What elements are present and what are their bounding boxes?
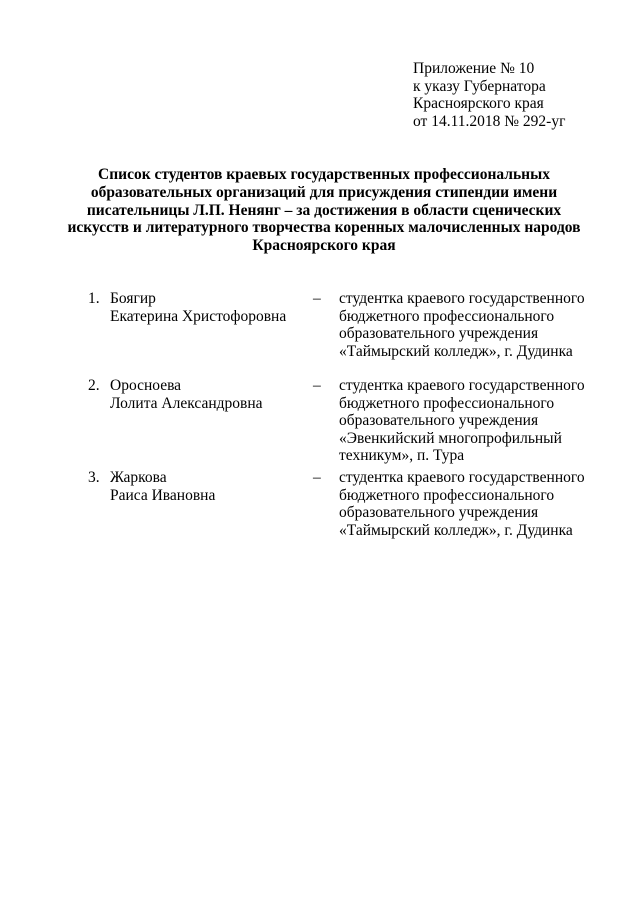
student-description: [339, 290, 585, 360]
description-line: техникум», п. Тура: [339, 447, 465, 465]
title-line: Список студентов краевых государственных профессиональных: [98, 166, 550, 183]
appendix-date: от 14.11.2018 № 292-уг: [413, 112, 566, 130]
entry-number: 3.: [88, 469, 100, 486]
appendix-header: [413, 60, 565, 130]
description-line: бюджетного профессионального: [339, 394, 555, 412]
student-surname: Оросноева: [110, 377, 182, 394]
description-line: образовательного учреждения: [339, 325, 539, 343]
title-line: образовательных организаций для присуждения стипендии имени: [90, 183, 558, 201]
student-given-names: Екатерина Христофоровна: [110, 307, 287, 325]
description-line: образовательного учреждения: [339, 412, 539, 430]
student-description: [339, 377, 585, 465]
description-line: «Таймырский колледж», г. Дудинка: [339, 342, 573, 360]
description-line: студентка краевого государственного: [339, 377, 585, 394]
entry-dash: –: [313, 469, 321, 486]
student-name: [110, 469, 215, 504]
appendix-region: Красноярского края: [413, 95, 544, 113]
appendix-decree: к указу Губернатора: [413, 77, 546, 95]
appendix-number: Приложение № 10: [413, 60, 535, 77]
document-title: [60, 166, 588, 255]
entry-dash: –: [313, 290, 321, 307]
title-line: Красноярского края: [252, 237, 396, 255]
entry-dash: –: [313, 377, 321, 394]
description-line: бюджетного профессионального: [339, 307, 555, 325]
description-line: образовательного учреждения: [339, 504, 539, 522]
description-line: студентка краевого государственного: [339, 290, 585, 307]
student-given-names: Лолита Александровна: [110, 394, 263, 412]
description-line: студентка краевого государственного: [339, 469, 585, 486]
entry-number: 1.: [88, 290, 100, 307]
student-name: [110, 290, 286, 325]
title-line: писательницы Л.П. Ненянг – за достижения в области сценических: [86, 201, 562, 219]
student-name: [110, 377, 263, 412]
student-description: [339, 469, 585, 539]
description-line: бюджетного профессионального: [339, 486, 555, 504]
student-given-names: Раиса Ивановна: [110, 486, 216, 504]
description-line: «Эвенкийский многопрофильный: [339, 429, 562, 447]
student-surname: Боягир: [110, 290, 156, 307]
title-line: искусств и литературного творчества коренных малочисленных народов: [67, 219, 581, 237]
student-surname: Жаркова: [110, 469, 167, 486]
description-line: «Таймырский колледж», г. Дудинка: [339, 521, 573, 539]
entry-number: 2.: [88, 377, 100, 394]
